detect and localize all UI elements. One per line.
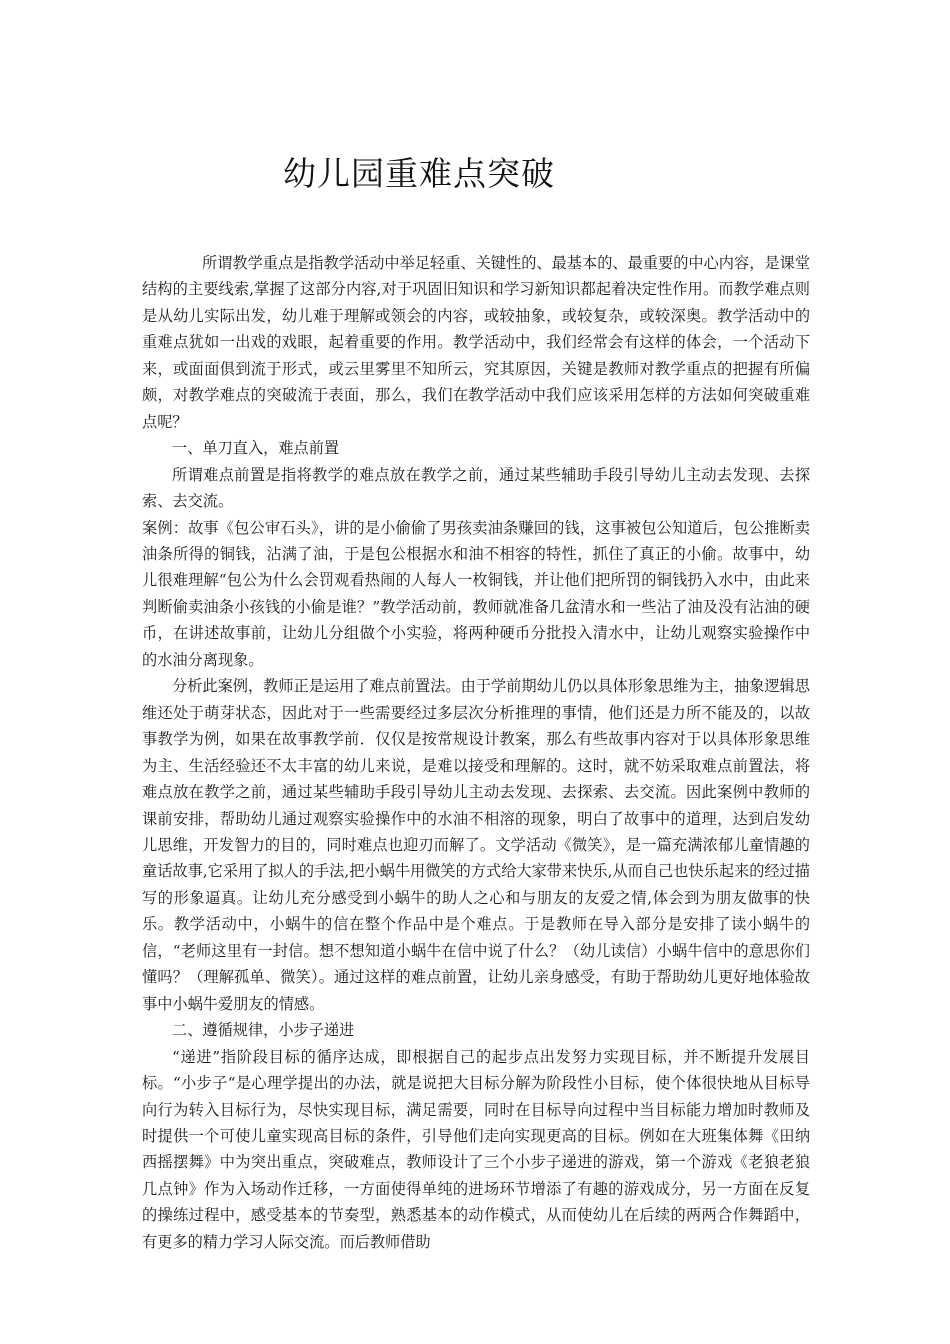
intro-paragraph: 所谓教学重点是指教学活动中举足轻重、关键性的、最基本的、最重要的中心内容，是课堂结构的主要线索,掌握了这部分内容,对于巩固旧知识和学习新知识都起着决定性作用。而教学难点则是从幼儿实际出发，幼儿难于理解或领会的内容，或较抽象，或较复杂，或较深奥。教学活动中的重难点犹如一出戏的戏眼，起着重要的作用。教学活动中，我们经常会有这样的体会，一个活动下来，或面面俱到流于形式，或云里雾里不知所云，究其原因，关键是教师对教学重点的把握有所偏颇，对教学难点的突破流于表面，那么，我们在教学活动中我们应该采用怎样的方法如何突破重难点呢？ bbox=[142, 254, 810, 431]
analysis-paragraph: 分析此案例，教师正是运用了难点前置法。由于学前期幼儿仍以具体形象思维为主，抽象逻辑思维还处于萌芽状态，因此对于一些需要经过多层次分析推理的事情，他们还是力所不能及的，以故事教学为例，如果在故事教学前．仅仅是按常规设计教案，那么有些故事内容对于以具体形象思维为主、生活经验还不太丰富的幼儿来说，是难以接受和理解的。这时，就不妨采取难点前置法，将难点放在教学之前，通过某些辅助手段引导幼儿主动去发现、去探索、去交流。因此案例中教师的课前安排，帮助幼儿通过观察实验操作中的水油不相溶的现象，明白了故事中的道理，达到启发幼儿思维，开发智力的目的，同时难点也迎刃而解了。文学活动《微笑》，是一篇充满浓郁儿童情趣的童话故事,它采用了拟人的手法,把小蜗牛用微笑的方式给大家带来快乐,从而自己也快乐起来的经过描写的形象逼真。让幼儿充分感受到小蜗牛的助人之心和与朋友的友爱之情,体会到为朋友做事的快乐。教学活动中，小蜗牛的信在整个作品中是个难点。于是教师在导入部分是安排了读小蜗牛的信，“老师这里有一封信。想不想知道小蜗牛在信中说了什么？（幼儿读信）小蜗牛信中的意思你们懂吗？（理解孤单、微笑）。通过这样的难点前置，让幼儿亲身感受，有助于帮助幼儿更好地体验故事中小蜗牛爱朋友的情感。 bbox=[142, 677, 810, 1013]
section-heading-1: 一、单刀直入，难点前置 bbox=[172, 439, 340, 458]
definition-paragraph: 所谓难点前置是指将教学的难点放在教学之前，通过某些辅助手段引导幼儿主动去发现、去探索、去交流。 bbox=[142, 465, 810, 511]
progression-paragraph: “递进”指阶段目标的循序达成，即根据自己的起步点出发努力实现目标，并不断提升发展目标。“小步子“是心理学提出的办法，就是说把大目标分解为阶段性小目标，使个体很快地从目标导向行为转入目标行为，尽快实现目标，满足需要，同时在目标导向过程中当目标能力增加时教师及时提供一个可使儿童实现高目标的条件，引导他们走向实现更高的目标。例如在大班集体舞《田纳西摇摆舞》中为突出重点，突破难点，教师设计了三个小步子递进的游戏，第一个游戏《老狼老狼几点钟》作为入场动作迁移，一方面使得单纯的进场环节增添了有趣的游戏成分，另一方面在反复的操练过程中，感受基本的节奏型，熟悉基本的动作模式，从而使幼儿在后续的两两合作舞蹈中，有更多的精力学习人际交流。而后教师借助 bbox=[142, 1047, 810, 1251]
case-paragraph: 案例：故事《包公审石头》，讲的是小偷偷了男孩卖油条赚回的钱，这事被包公知道后，包公推断卖油条所得的铜钱，沾满了油，于是包公根据水和油不相容的特性，抓住了真正的小偷。故事中，幼儿很难理解“包公为什么会罚观看热闹的人每人一枚铜钱，并让他们把所罚的铜钱扔入水中，由此来判断偷卖油条小孩钱的小偷是谁？”教学活动前，教师就准备几盆清水和一些沾了油及没有沾油的硬币，在讲述故事前，让幼儿分组做个小实验，将两种硬币分批投入清水中，让幼儿观察实验操作中的水油分离现象。 bbox=[142, 518, 810, 669]
section-heading-2: 二、遵循规律，小步子递进 bbox=[172, 1021, 355, 1040]
document-body bbox=[142, 250, 810, 1255]
document-title: 幼儿园重难点突破 bbox=[283, 154, 555, 193]
